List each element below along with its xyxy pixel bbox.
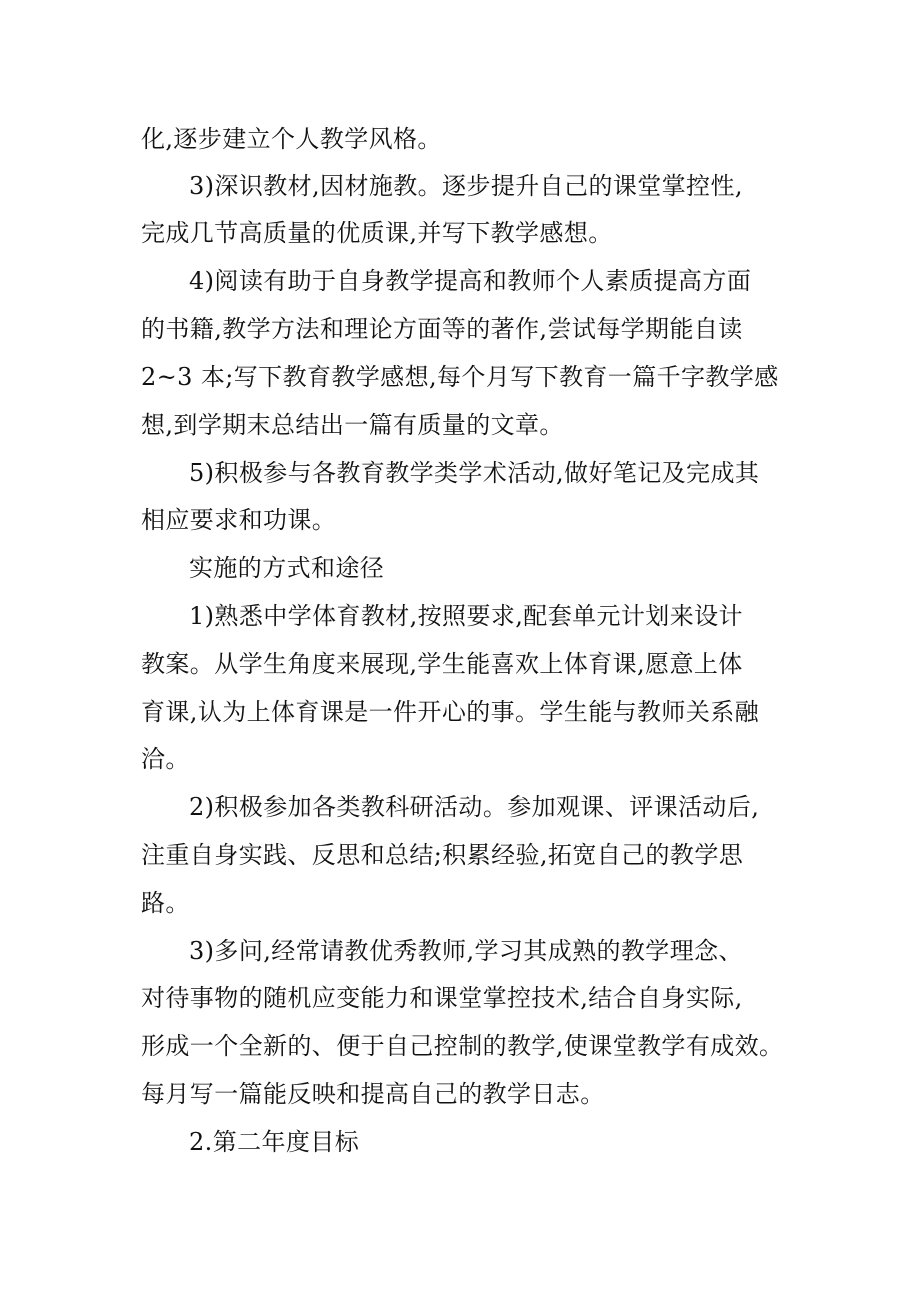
text-line: 相应要求和功课。 — [141, 506, 337, 534]
text-line: 1)熟悉中学体育教材,按照要求,配套单元计划来设计 — [189, 602, 743, 630]
text-line: 对待事物的随机应变能力和课堂掌控技术,结合自身实际, — [141, 984, 743, 1012]
text-line: 化,逐步建立个人教学风格。 — [141, 125, 442, 153]
text-line: 形成一个全新的、便于自己控制的教学,使课堂教学有成效。 — [141, 1032, 784, 1060]
text-line: 想,到学期末总结出一篇有质量的文章。 — [141, 411, 564, 439]
section-heading: 2.第二年度目标 — [189, 1128, 360, 1156]
text-line: 的书籍,教学方法和理论方面等的著作,尝试每学期能自读 — [141, 315, 743, 343]
text-line: 2~3 本;写下教育教学感想,每个月写下教育一篇千字教学感 — [141, 363, 779, 391]
text-line: 完成几节高质量的优质课,并写下教学感想。 — [141, 219, 613, 247]
text-line: 5)积极参与各教育教学类学术活动,做好笔记及完成其 — [189, 459, 760, 487]
text-line: 育课,认为上体育课是一件开心的事。学生能与教师关系融 — [141, 698, 760, 726]
section-heading: 实施的方式和途径 — [189, 554, 385, 582]
text-line: 3)深识教材,因材施教。逐步提升自己的课堂掌控性, — [189, 172, 743, 200]
text-line: 3)多问,经常请教优秀教师,学习其成熟的教学理念、 — [189, 937, 743, 965]
text-line: 每月写一篇能反映和提高自己的教学日志。 — [141, 1080, 605, 1108]
text-line: 4)阅读有助于自身教学提高和教师个人素质提高方面 — [189, 267, 752, 295]
text-line: 洽。 — [141, 745, 190, 773]
text-line: 2)积极参加各类教科研活动。参加观课、评课活动后, — [189, 793, 760, 821]
text-line: 注重自身实践、反思和总结;积累经验,拓宽自己的教学思 — [141, 841, 744, 869]
text-line: 路。 — [141, 889, 190, 917]
text-line: 教案。从学生角度来展现,学生能喜欢上体育课,愿意上体 — [141, 650, 743, 678]
